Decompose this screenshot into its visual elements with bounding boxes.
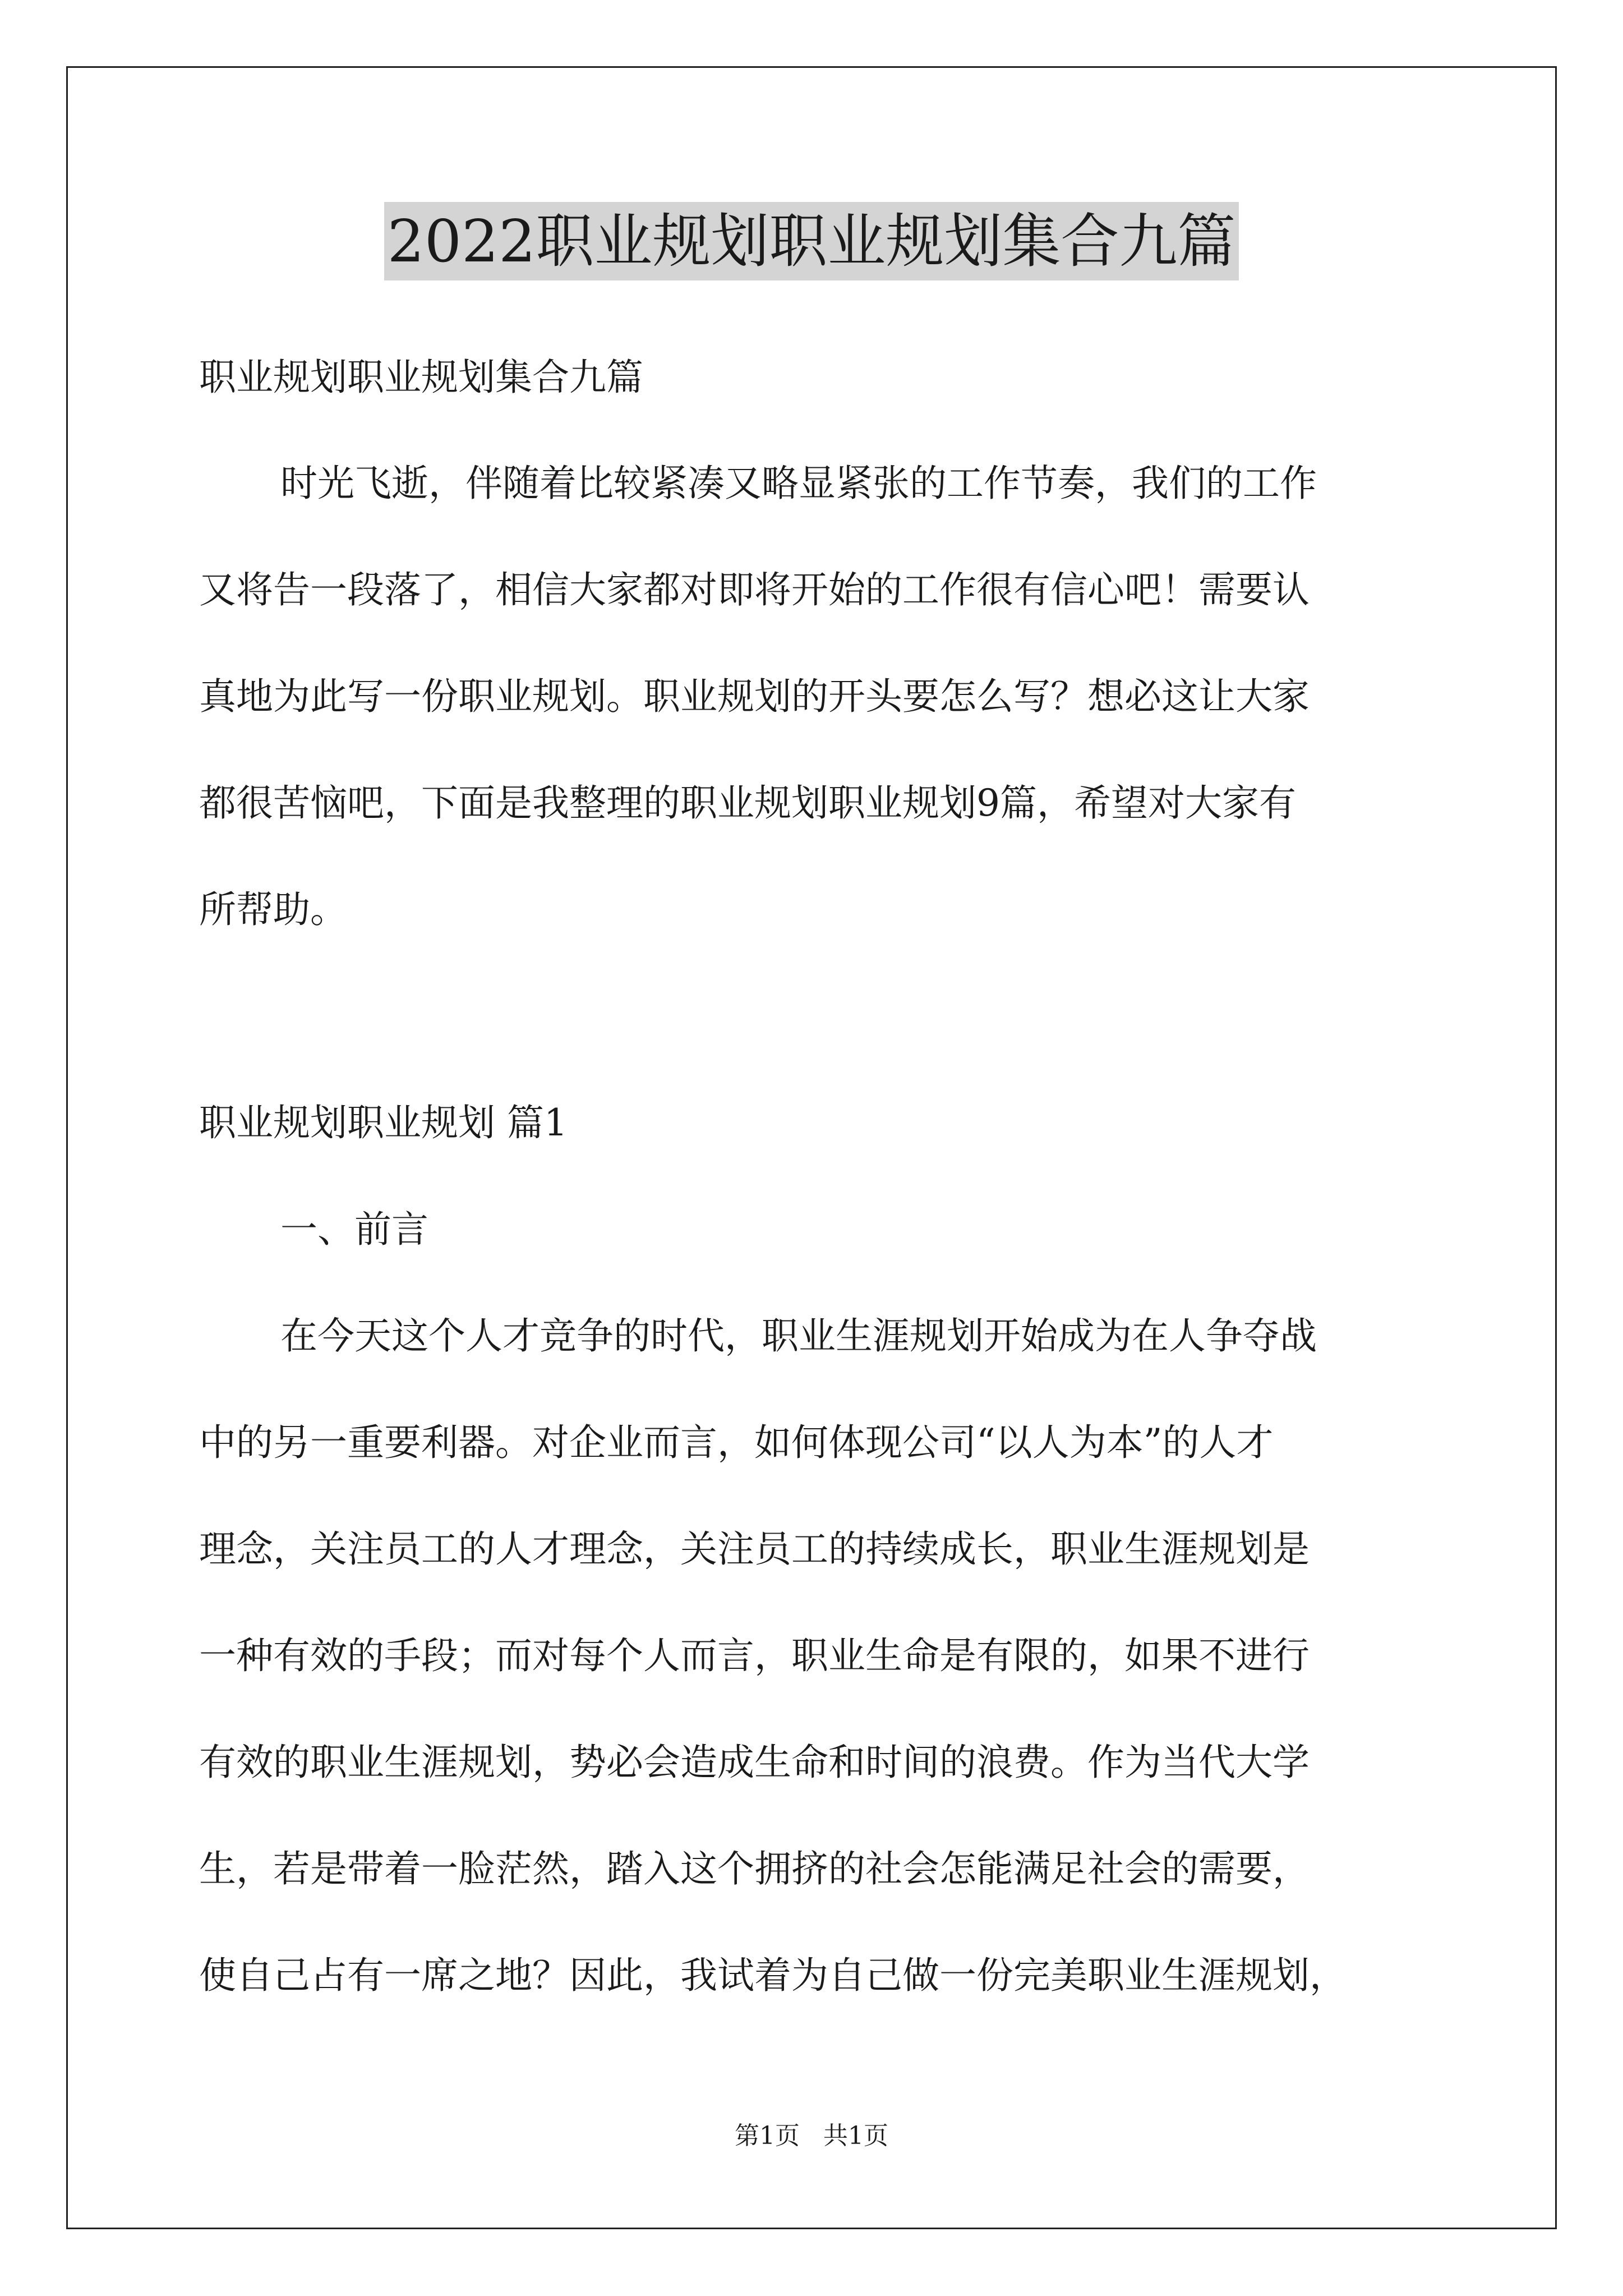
body-line: 生，若是带着一脸茫然，踏入这个拥挤的社会怎能满足社会的需要， bbox=[199, 1847, 1310, 1890]
intro-line: 都很苦恼吧，下面是我整理的职业规划职业规划9篇，希望对大家有 bbox=[199, 781, 1296, 825]
document-title: 2022职业规划职业规划集合九篇 bbox=[384, 202, 1239, 280]
title-container bbox=[0, 202, 1623, 280]
section-heading: 职业规划职业规划 篇1 bbox=[199, 1101, 568, 1144]
document-subtitle: 职业规划职业规划集合九篇 bbox=[199, 356, 643, 399]
body-line: 在今天这个人才竞争的时代，职业生涯规划开始成为在人争夺战 bbox=[280, 1314, 1317, 1358]
intro-line: 所帮助。 bbox=[199, 888, 347, 931]
page-number-footer: 第1页 共1页 bbox=[735, 2122, 888, 2150]
body-line: 理念，关注员工的人才理念，关注员工的持续成长，职业生涯规划是 bbox=[199, 1527, 1310, 1571]
intro-line: 时光飞逝，伴随着比较紧凑又略显紧张的工作节奏，我们的工作 bbox=[280, 462, 1317, 505]
body-line: 中的另一重要利器。对企业而言，如何体现公司“以人为本”的人才 bbox=[199, 1421, 1274, 1464]
intro-line: 真地为此写一份职业规划。职业规划的开头要怎么写？想必这让大家 bbox=[199, 675, 1310, 718]
body-line: 一种有效的手段；而对每个人而言，职业生命是有限的，如果不进行 bbox=[199, 1634, 1310, 1677]
body-line: 有效的职业生涯规划，势必会造成生命和时间的浪费。作为当代大学 bbox=[199, 1741, 1310, 1784]
intro-line: 又将告一段落了，相信大家都对即将开始的工作很有信心吧！需要认 bbox=[199, 568, 1310, 611]
subsection-heading: 一、前言 bbox=[280, 1208, 428, 1251]
body-line: 使自己占有一席之地？因此，我试着为自己做一份完美职业生涯规划， bbox=[199, 1954, 1347, 1997]
